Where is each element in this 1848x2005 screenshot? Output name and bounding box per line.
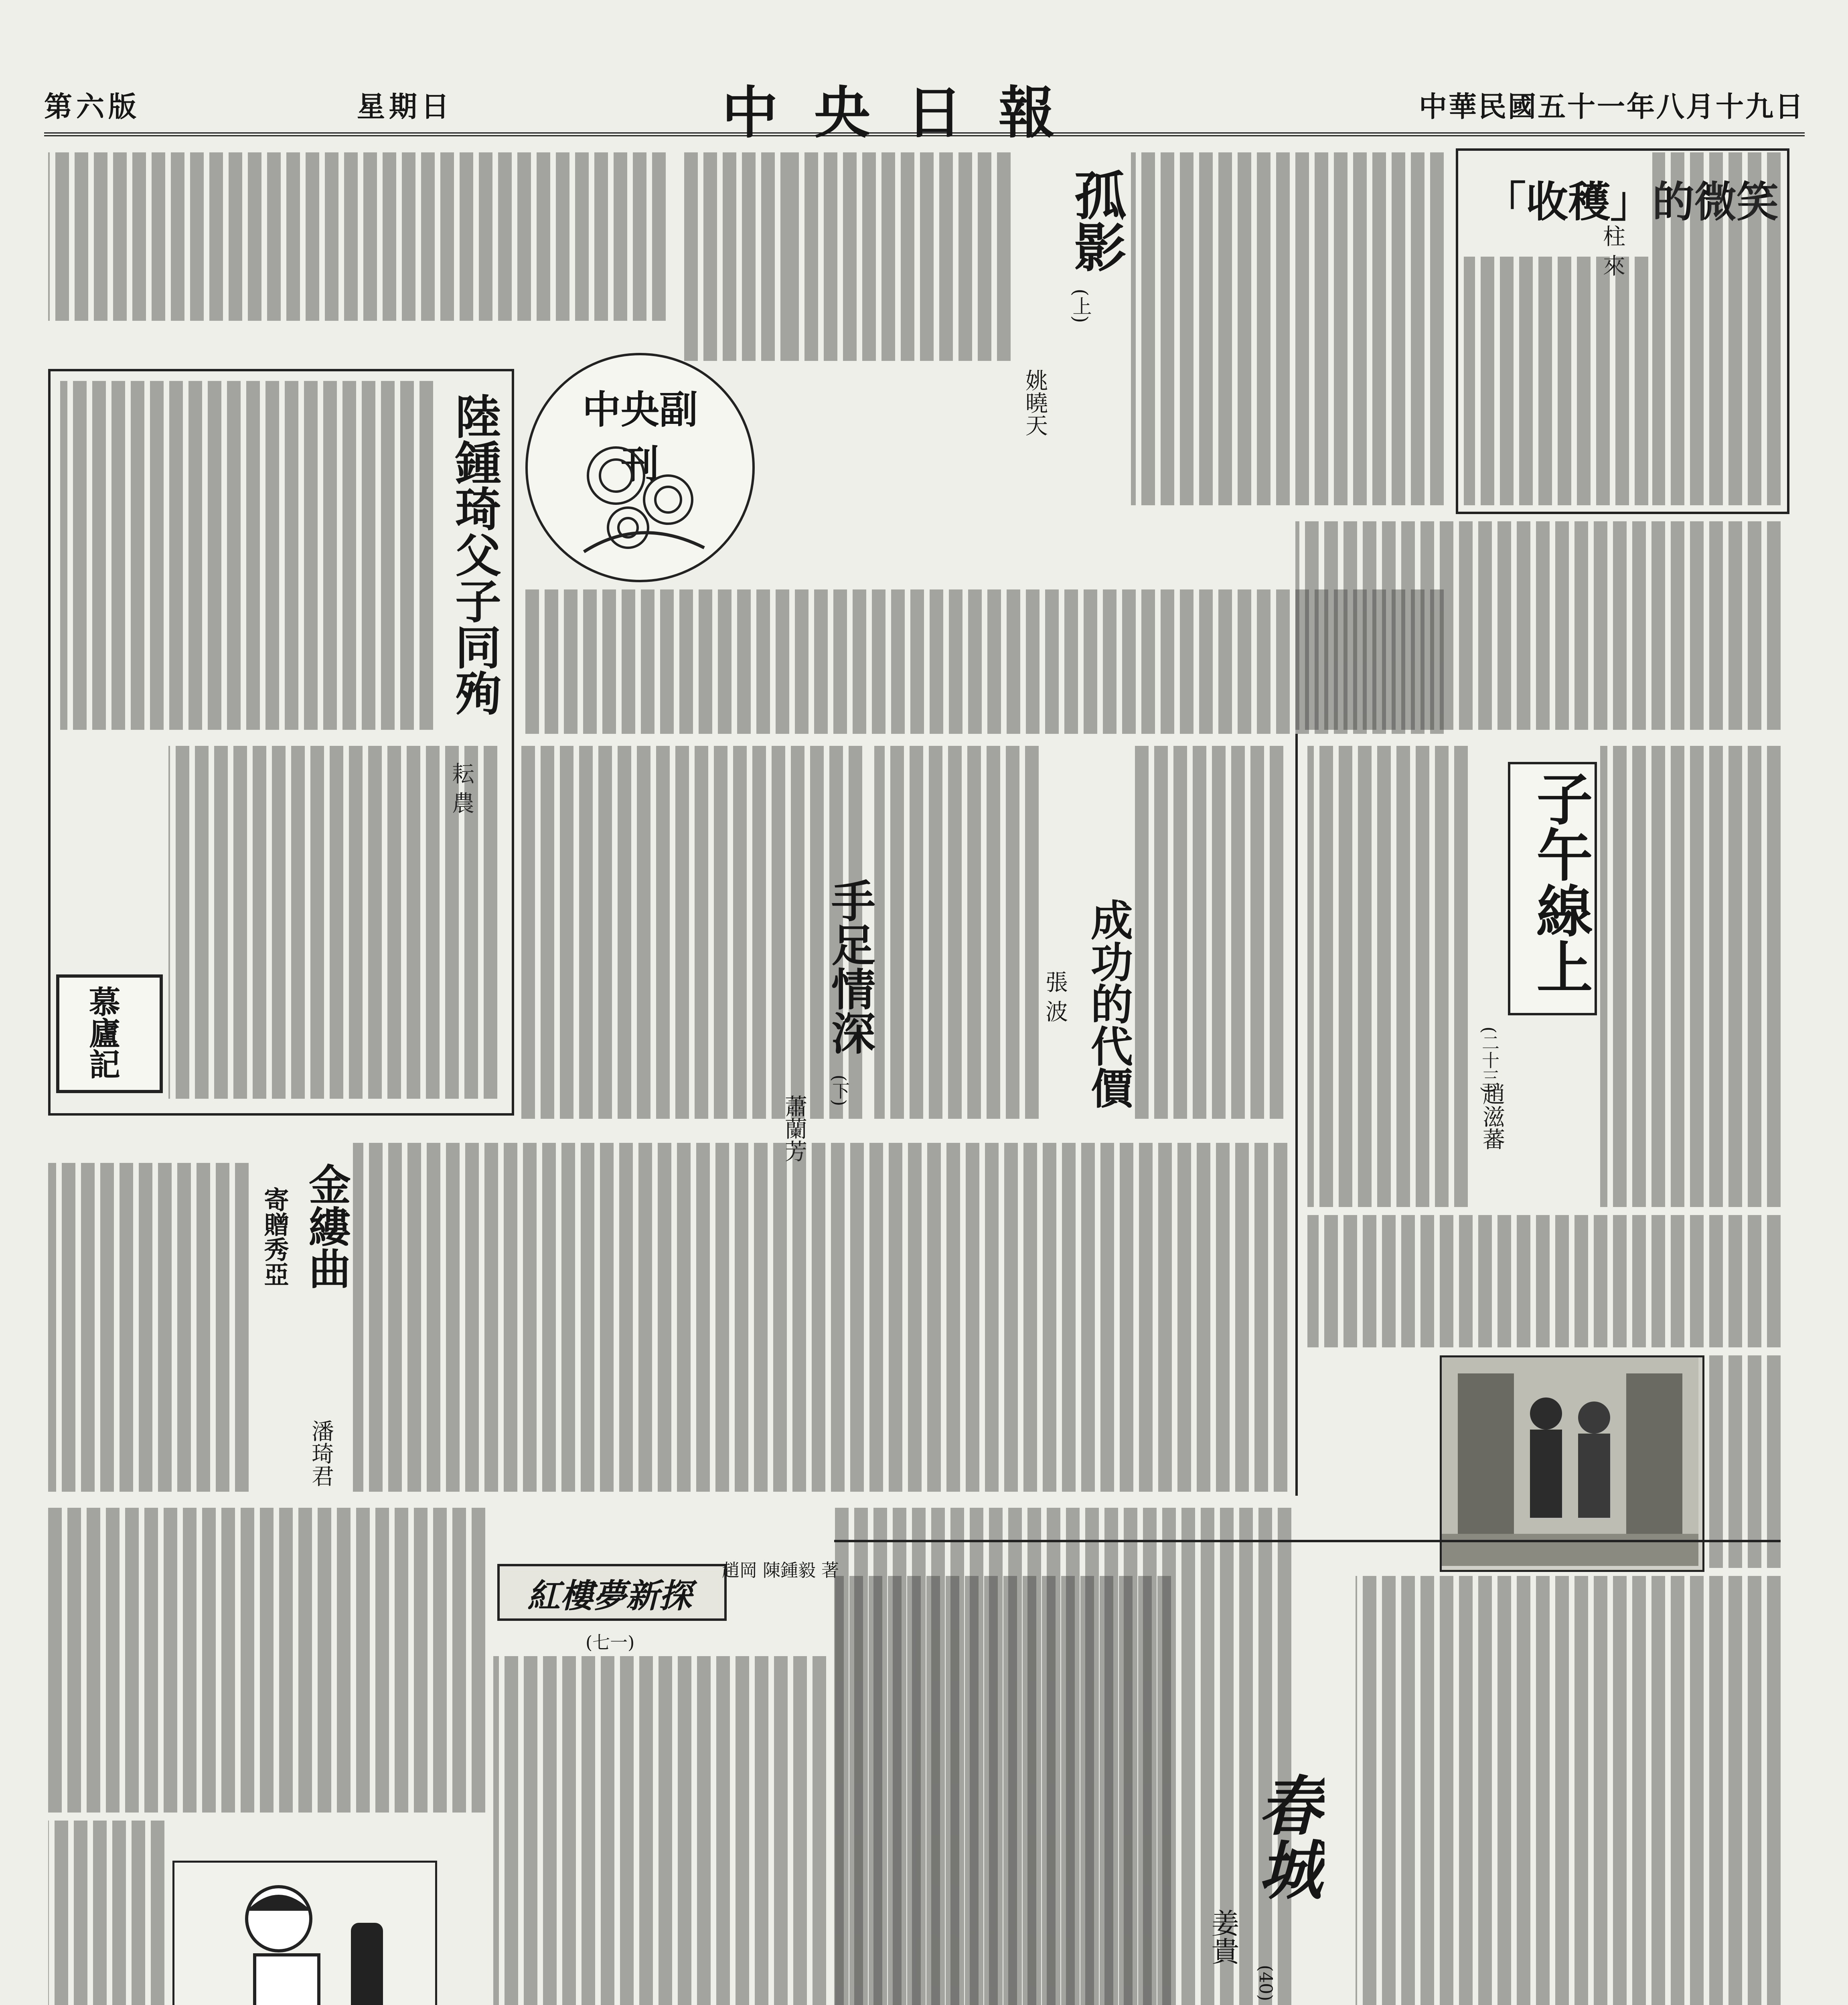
harvest-text-a <box>1652 152 1781 505</box>
seal-stamp <box>56 974 163 1093</box>
brotherhood-title: 手足情深 <box>824 878 876 1055</box>
harvest-title: 「收穫」的微笑 <box>1484 177 1779 227</box>
noon-line-text-a <box>1600 746 1781 1207</box>
success-cost-title: 成功的代價 <box>1084 898 1134 1109</box>
brotherhood-author: 蕭蘭芳 <box>781 1095 807 1162</box>
spring-city-title: 春城 <box>1248 1772 1323 1901</box>
spring-city-part: (40) <box>1255 1965 1276 2001</box>
serial-art-title: 紅樓夢新探 <box>527 1577 692 1615</box>
success-cost-text <box>874 746 1039 1119</box>
lu-article-text-b <box>168 746 497 1099</box>
noon-line-rule <box>1295 734 1298 1496</box>
golden-thread-title: 金縷曲 <box>302 1163 352 1289</box>
noon-line-title: 子午線上 <box>1527 770 1593 994</box>
success-cost-author: 張 波 <box>1042 970 1068 1023</box>
noon-line-illustration <box>1440 1355 1704 1572</box>
serial-art-part: (七一) <box>586 1632 635 1653</box>
woman-cooking-icon <box>174 1863 431 2005</box>
masthead: 中央日報 <box>721 80 1091 146</box>
golden-thread-subtitle: 寄贈秀亞 <box>260 1187 289 1286</box>
lu-article-text-a <box>60 381 433 730</box>
harvest-text-b <box>1464 257 1648 505</box>
woman-illustration <box>172 1861 437 2005</box>
spring-city-text-b <box>834 1576 1171 2005</box>
noon-line-part: (二十三) <box>1479 1027 1499 1094</box>
lonely-shadow-text-b <box>682 152 794 361</box>
lonely-shadow-part: (上) <box>1069 289 1092 323</box>
weekday-label: 星期日 <box>357 90 453 123</box>
page-header <box>44 76 1805 146</box>
serial-art-byline: 趙岡 陳鍾毅 著 <box>722 1560 839 1581</box>
harvest-text-c <box>1131 152 1444 505</box>
success-cost-text-b <box>1131 746 1283 1119</box>
edition-label: 第六版 <box>44 90 140 123</box>
left-lower-text <box>48 1508 485 1813</box>
harvest-author: 柱 來 <box>1599 225 1625 277</box>
spring-city-rule <box>834 1540 1781 1542</box>
noon-line-text-b <box>1307 746 1468 1207</box>
golden-thread-author: 潘琦君 <box>308 1420 334 1487</box>
supplement-logo <box>525 353 755 582</box>
lonely-shadow-text-a <box>794 152 1011 361</box>
serial-text-a <box>493 1656 826 2005</box>
noon-line-author: 趙滋蕃 <box>1479 1083 1505 1150</box>
brotherhood-part: (下) <box>829 1075 849 1106</box>
noon-line-text-d <box>1708 1355 1781 1568</box>
chrysanthemum-icon <box>568 431 712 564</box>
noon-line-text-c <box>1307 1215 1781 1347</box>
noon-line-text-top <box>1295 521 1781 730</box>
left-top-text <box>48 152 666 321</box>
figures-illustration-icon <box>1442 1357 1698 1566</box>
lonely-shadow-title: 孤影 <box>1066 168 1127 273</box>
middle-text-c <box>353 1143 1287 1492</box>
golden-thread-text <box>48 1163 249 1492</box>
supplement-logo-text: 中央副刊 <box>582 387 698 487</box>
seal-text: 慕廬記 <box>84 986 120 1079</box>
woman-caption-text <box>48 1821 164 2005</box>
spring-city-author: 姜貴 <box>1207 1909 1240 1965</box>
spring-city-text-a <box>1356 1576 1781 2005</box>
date-label: 中華民國五十一年八月十九日 <box>1419 90 1805 123</box>
lu-article-author: 耘 農 <box>448 762 474 814</box>
lonely-shadow-author: 姚曉天 <box>1022 369 1048 436</box>
middle-text-b <box>521 746 862 1119</box>
lu-article-title: 陸鍾琦父子同殉 <box>447 393 501 716</box>
